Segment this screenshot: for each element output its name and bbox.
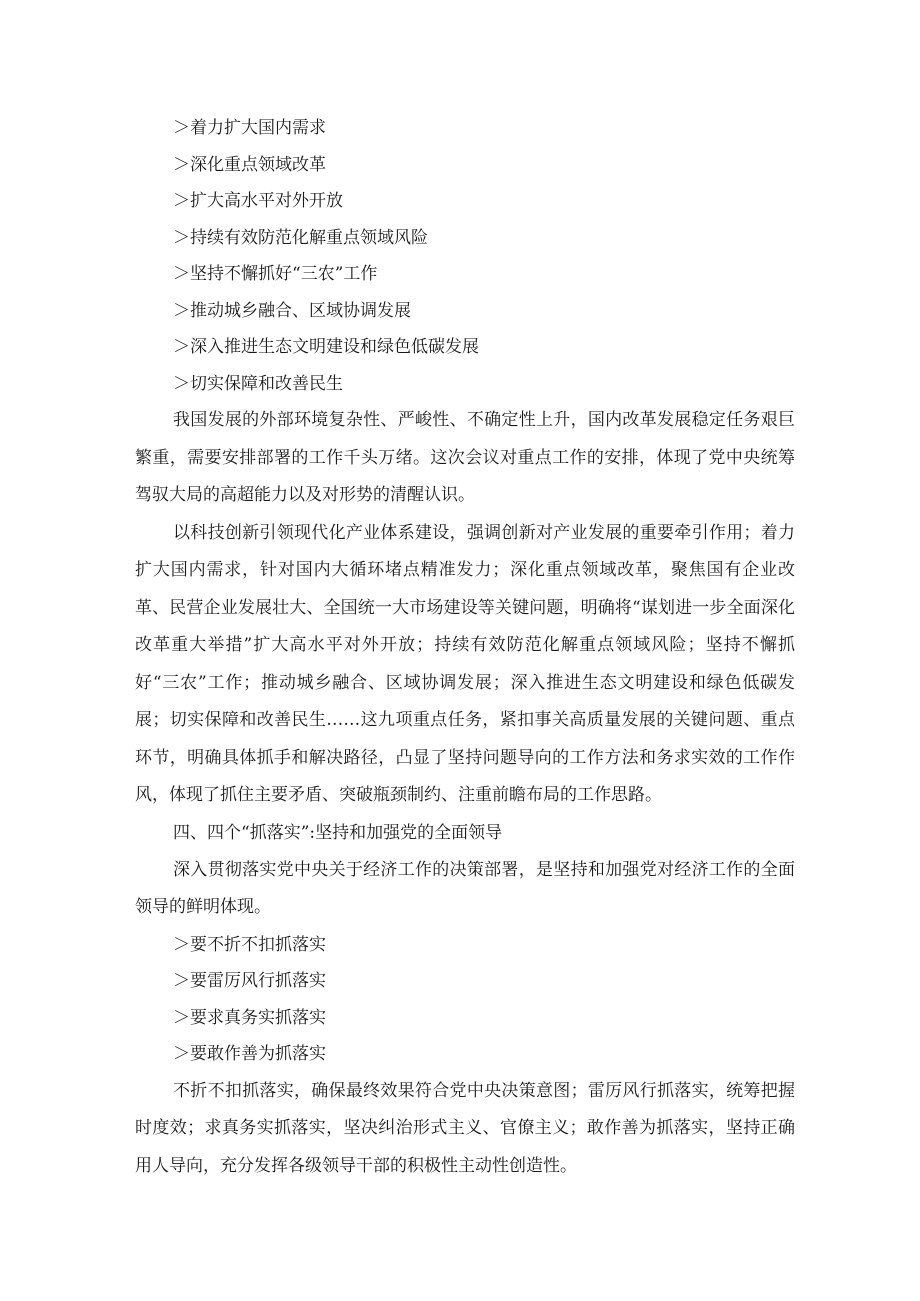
list-item: ＞坚持不懈抓好“三农”工作 [173, 264, 378, 284]
paragraph-leadership: 深入贯彻落实党中央关于经济工作的决策部署，是坚持和加强党对经济工作的全面领导的鲜明体现。 [135, 859, 795, 917]
paragraph-implementation: 不折不扣抓落实，确保最终效果符合党中央决策意图；雷厉风行抓落实，统筹把握时度效；求真务实抓落实，坚决纠治形式主义、官僚主义；敢作善为抓落实，坚持正确用人导向，充分发挥各级领导干部的积极性主动性创造性。 [135, 1080, 795, 1176]
list-item: ＞深化重点领域改革 [173, 154, 326, 175]
list-item: ＞深入推进生态文明建设和绿色低碳发展 [173, 337, 479, 357]
paragraph-external-environment: 我国发展的外部环境复杂性、严峻性、不确定性上升，国内改革发展稳定任务艰巨繁重，需要安排部署的工作千头万绪。这次会议对重点工作的安排，体现了党中央统筹驾驭大局的高超能力以及对形势的清醒认识。 [135, 410, 795, 505]
list-item: ＞着力扩大国内需求 [173, 118, 326, 138]
implementation-list [135, 927, 795, 1073]
paragraph-nine-tasks: 以科技创新引领现代化产业体系建设，强调创新对产业发展的重要牵引作用；着力扩大国内需求，针对国内大循环堵点精准发力；深化重点领域改革，聚焦国有企业改革、民营企业发展壮大、全国统一大市场建设等关键问题，明确将“谋划进一步全面深化改革重大举措”扩大高水平对外开放；持续有效防范化解重点领域风险；坚持不懈抓好“三农”工作；推动城乡融合、区域协调发展；深入推进生态文明建设和绿色低碳发展；切实保障和改善民生……这九项重点任务，紧扣事关高质量发展的关键问题、重点环节，明确具体抓手和解决路径，凸显了坚持问题导向的工作方法和务求实效的工作作风，体现了抓住主要矛盾、突破瓶颈制约、注重前瞻布局的工作思路。 [135, 522, 795, 805]
list-item: ＞要不折不扣抓落实 [173, 934, 326, 955]
list-item: ＞扩大高水平对外开放 [173, 191, 343, 211]
list-item: ＞推动城乡融合、区域协调发展 [173, 300, 411, 321]
list-item: ＞要敢作善为抓落实 [173, 1044, 326, 1064]
section-heading: 四、四个“抓落实”:坚持和加强党的全面领导 [173, 822, 503, 843]
list-item: ＞切实保障和改善民生 [173, 373, 343, 394]
list-item: ＞持续有效防范化解重点领域风险 [173, 227, 428, 248]
list-item: ＞要雷厉风行抓落实 [173, 971, 326, 991]
task-list [135, 110, 795, 402]
document-body [135, 110, 795, 1185]
list-item: ＞要求真务实抓落实 [173, 1007, 326, 1028]
